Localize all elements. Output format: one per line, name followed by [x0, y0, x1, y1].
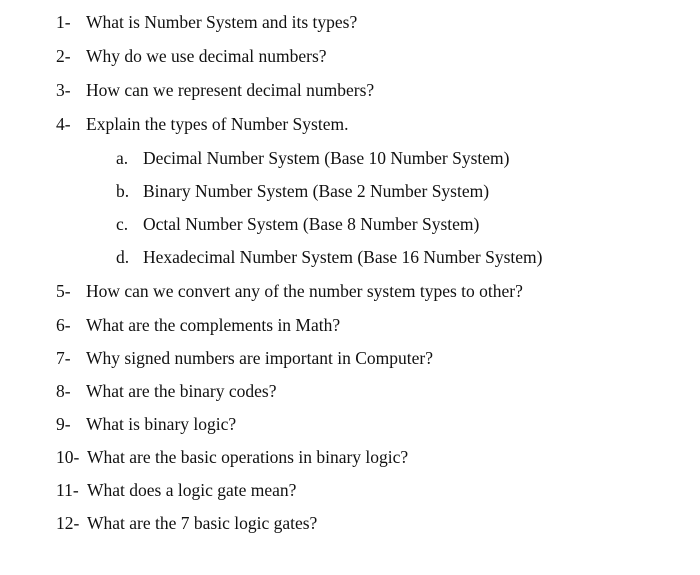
subitem-text: Binary Number System (Base 2 Number System) [143, 181, 490, 201]
subitem-letter: a. [116, 148, 129, 168]
question-text: What are the 7 basic logic gates? [87, 513, 318, 533]
question-number: 6- [56, 315, 71, 335]
question-number: 12- [56, 513, 80, 533]
question-text: What are the binary codes? [86, 381, 277, 401]
question-text: What is Number System and its types? [86, 12, 358, 32]
subitem-letter: d. [116, 247, 130, 267]
question-text: How can we represent decimal numbers? [86, 80, 375, 100]
question-text: What are the basic operations in binary logic? [87, 447, 409, 467]
question-text: Explain the types of Number System. [86, 114, 349, 134]
question-text: What are the complements in Math? [86, 315, 341, 335]
subitem-letter: c. [116, 214, 129, 234]
question-number: 9- [56, 414, 71, 434]
question-text: What does a logic gate mean? [87, 480, 297, 500]
question-text: How can we convert any of the number system types to other? [86, 281, 523, 301]
question-number: 7- [56, 348, 71, 368]
question-text: Why signed numbers are important in Computer? [86, 348, 434, 368]
question-number: 8- [56, 381, 71, 401]
subitem-text: Decimal Number System (Base 10 Number System) [143, 148, 510, 168]
subitem-text: Hexadecimal Number System (Base 16 Number System) [143, 247, 543, 267]
question-number: 3- [56, 80, 71, 100]
question-text: Why do we use decimal numbers? [86, 46, 327, 66]
subitem-text: Octal Number System (Base 8 Number System) [143, 214, 480, 234]
question-number: 5- [56, 281, 71, 301]
question-number: 4- [56, 114, 71, 134]
question-number: 11- [56, 480, 79, 500]
subitem-letter: b. [116, 181, 130, 201]
question-number: 2- [56, 46, 71, 66]
question-number: 1- [56, 12, 71, 32]
question-text: What is binary logic? [86, 414, 237, 434]
question-number: 10- [56, 447, 80, 467]
